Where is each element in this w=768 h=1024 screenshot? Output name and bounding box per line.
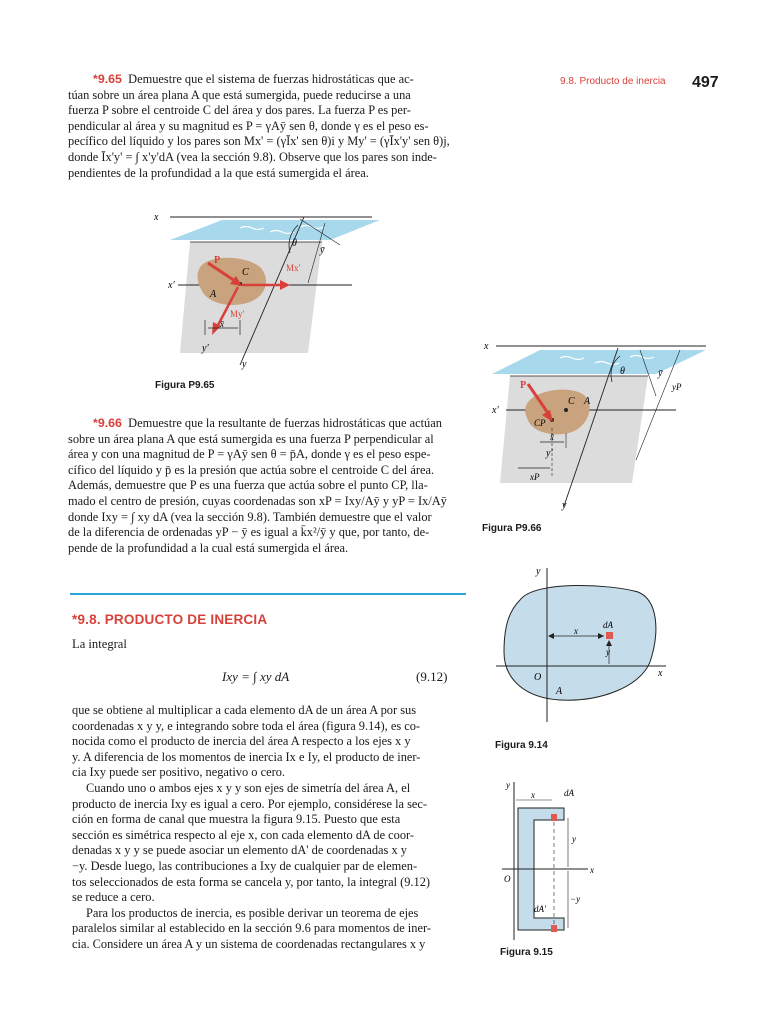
problem-line: cífico del líquido y p̄ es la presión que actúa sobre el centroide C del área. — [68, 462, 435, 477]
body-line: paralelos similar al establecido en la sección 9.6 para momentos de iner- — [72, 921, 431, 936]
body-line: tos seleccionados de esta forma se cancela y, por tanto, la integral (9.12) — [72, 874, 431, 889]
problem-line: de la diferencia de ordenadas yP − ȳ es igual a k̄x²/ȳ y que, por tanto, de- — [68, 525, 430, 540]
dimension-label: x — [531, 790, 535, 800]
element-label: dA — [603, 620, 613, 630]
body-line: ción en forma de canal que muestra la figura 9.15. Puesto que esta — [72, 812, 401, 827]
centroid-label: C — [242, 267, 249, 278]
body-line: denadas x y y se puede asociar un elemento dA' de coordenadas x y — [72, 843, 407, 858]
dimension-label: ȳ — [658, 368, 663, 379]
figure-p9-65 — [150, 205, 385, 373]
equation: Ixy = ∫ xy dA — [222, 669, 290, 684]
section-body — [72, 703, 467, 953]
pressure-center-label: CP — [534, 418, 546, 428]
axis-label: x' — [168, 280, 175, 291]
element-label: dA — [564, 788, 574, 798]
problem-line: pende de la profundidad a la cual está sumergida el área. — [68, 540, 349, 555]
problem-line: *9.66 Demuestre que la resultante de fuerzas hidrostáticas que actúan — [93, 416, 442, 430]
figure-p9-66 — [480, 338, 710, 516]
page-number: 497 — [692, 74, 719, 91]
problem-line: Además, demuestre que P es una fuerza que actúa sobre el punto CP, lla- — [68, 478, 428, 493]
body-line: producto de inercia Ixy es igual a cero. Por ejemplo, considérese la sec- — [72, 796, 428, 811]
figure-caption: Figura P9.65 — [155, 380, 215, 391]
figure-9-14 — [490, 562, 670, 734]
problem-line: mado el centro de presión, cuyas coordenadas son xP = Ixy/Aȳ y yP = Ix/Aȳ — [68, 493, 447, 508]
section-intro: La integral — [72, 637, 127, 651]
area-label: A — [556, 686, 563, 697]
problem-number: *9.66 — [93, 416, 122, 430]
axis-label: x' — [492, 405, 499, 416]
body-line: cia Ixy puede ser positivo, negativo o cero. — [72, 765, 285, 780]
dimension-label: x̄ — [220, 319, 224, 329]
dimension-label: x — [574, 626, 578, 636]
section-divider — [70, 593, 466, 595]
problem-9-66 — [68, 416, 465, 556]
body-line: se reduce a cero. — [72, 890, 155, 905]
angle-label: θ — [292, 238, 297, 249]
figure-caption: Figura 9.14 — [495, 740, 548, 751]
figure-caption: Figura 9.15 — [500, 947, 553, 958]
running-header: 9.8. Producto de inercia — [560, 76, 666, 87]
problem-line: sobre un área plana A que está sumergida es una fuerza P perpendicular al — [68, 431, 434, 446]
axis-label: y — [536, 566, 541, 577]
body-line: coordenadas x y y, e integrando sobre toda el área (figura 9.14), es co- — [72, 718, 421, 733]
moment-label: My' — [230, 309, 245, 319]
dimension-label: yP — [672, 382, 682, 392]
figure-9-15 — [498, 778, 610, 946]
dimension-label: y — [606, 647, 610, 657]
problem-line: fuerza P sobre el centroide C del área y dos pares. La fuerza P es per- — [68, 103, 411, 118]
axis-label: y' — [202, 343, 209, 354]
axis-label: x — [590, 865, 594, 875]
problem-line: pendientes de la profundidad a la que está sumergida el área. — [68, 165, 369, 180]
dimension-label: x̄ — [550, 432, 554, 442]
dimension-label: xP — [530, 472, 540, 482]
body-line: Cuando uno o ambos ejes x y y son ejes de simetría del área A, el — [86, 780, 411, 795]
axis-label: x — [484, 341, 489, 352]
force-label: P — [520, 380, 527, 391]
axis-label: y — [242, 359, 247, 370]
section-title: *9.8. PRODUCTO DE INERCIA — [72, 612, 268, 627]
problem-line: área y con una magnitud de P = γAȳ sen θ = p̄A, donde γ es el peso espe- — [68, 447, 431, 462]
force-label: P — [214, 255, 221, 266]
body-line: cia. Considere un área A y un sistema de coordenadas rectangulares x y — [72, 936, 426, 951]
problem-line: donde Ixy = ∫ xy dA (vea la sección 9.8). También demuestre que el valor — [68, 509, 432, 524]
problem-line: túan sobre un área plana A que está sumergida, puede reducirse a una — [68, 87, 411, 102]
problem-line: *9.65 Demuestre que el sistema de fuerzas hidrostáticas que ac- — [93, 72, 414, 86]
equation-number: (9.12) — [416, 669, 448, 684]
body-line: nocida como el producto de inercia del área A respecto a los ejes x y — [72, 734, 411, 749]
origin-label: O — [534, 672, 542, 683]
problem-9-65 — [68, 72, 465, 181]
dimension-label: ȳ — [320, 245, 325, 256]
figure-caption: Figura P9.66 — [482, 523, 542, 534]
problem-line: pecífico del líquido y los pares son Mx' = (γĪx' sen θ)i y My' = (γĪx'y' sen θ)j, — [68, 134, 450, 149]
axis-label: x — [154, 212, 159, 223]
problem-number: *9.65 — [93, 72, 122, 86]
body-line: Para los productos de inercia, es posible derivar un teorema de ejes — [86, 905, 419, 920]
body-line: y. A diferencia de los momentos de inercia Ix e Iy, el producto de iner- — [72, 749, 421, 764]
area-label: A — [210, 289, 217, 300]
problem-line: pendicular al área y su magnitud es P = γAȳ sen θ, donde γ es el peso es- — [68, 118, 429, 133]
body-line: que se obtiene al multiplicar a cada elemento dA de un área A por sus — [72, 703, 417, 717]
angle-label: θ — [620, 366, 625, 377]
body-line: −y. Desde luego, las contribuciones a Ixy de cualquier par de elemen- — [72, 858, 418, 873]
axis-label: y — [562, 500, 567, 511]
dimension-label: y — [572, 834, 576, 844]
element-label: dA' — [534, 904, 546, 914]
axis-label: x — [658, 668, 663, 679]
problem-line: donde Īx'y' = ∫ x'y'dA (vea la sección 9.8). Observe que los pares son inde- — [68, 149, 437, 164]
dimension-label: −y — [570, 894, 581, 904]
centroid-label: C — [568, 396, 575, 407]
moment-label: Mx' — [286, 263, 301, 273]
body-line: sección es simétrica respecto al eje x, con cada elemento dA de coor- — [72, 827, 415, 842]
axis-label: y' — [546, 448, 553, 459]
origin-label: O — [504, 874, 511, 884]
area-label: A — [584, 396, 591, 407]
axis-label: y — [506, 780, 510, 790]
